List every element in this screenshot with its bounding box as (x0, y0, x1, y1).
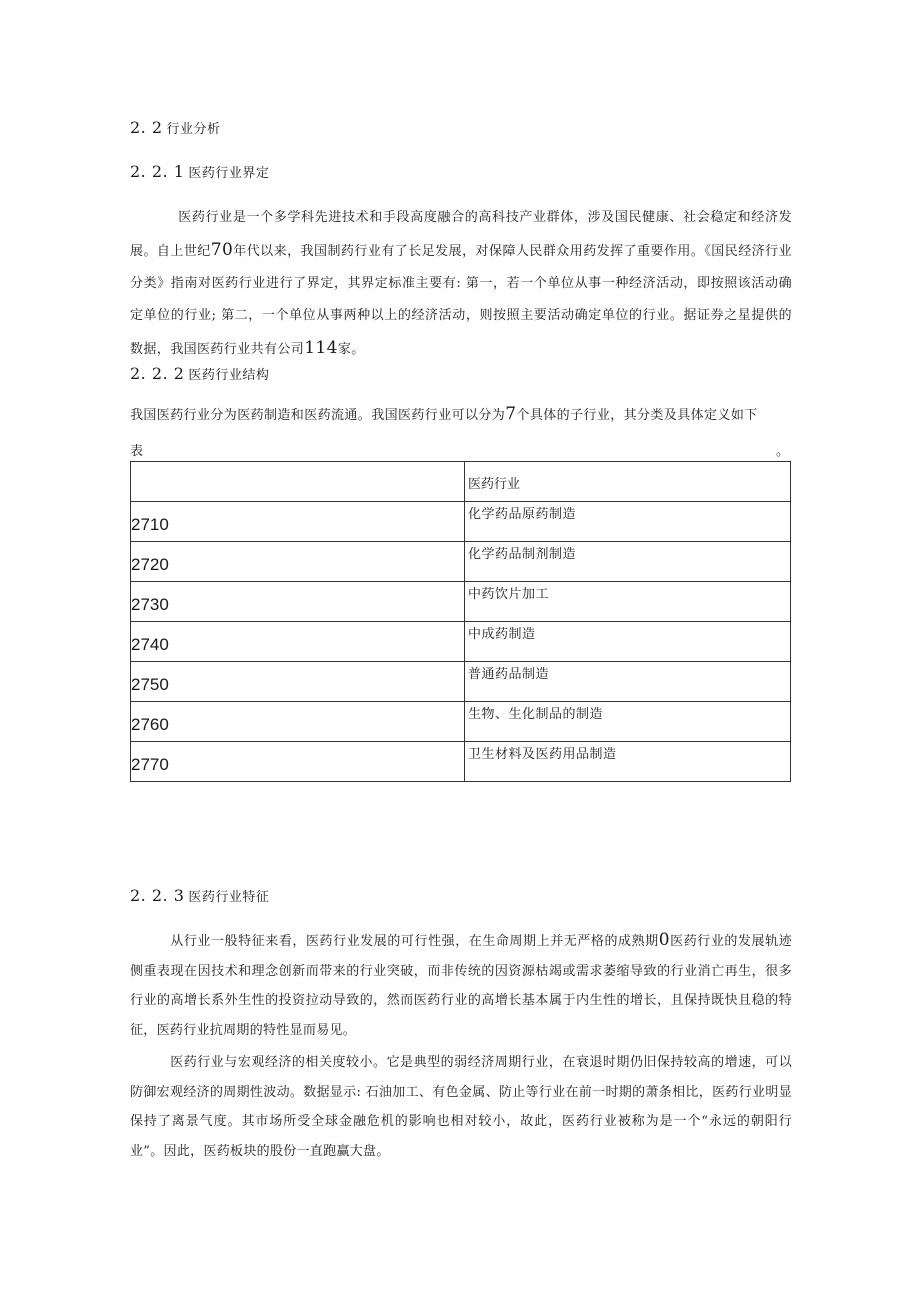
intro-text: 个具体的子行业，其分类及具体定义如下 (516, 408, 758, 423)
paragraph-text: 从行业一般特征来看，医药行业发展的可行性强，在生命周期上并无严格的成熟期 (170, 934, 659, 949)
table-row (131, 622, 791, 662)
industry-name: 普通药品制造 (465, 662, 791, 702)
section-number: 2. 2. 1 (130, 162, 185, 181)
section-title: 医药行业界定 (188, 166, 270, 181)
section-number: 2. 2. 2 (130, 364, 185, 383)
section-heading-2-2 (130, 118, 221, 137)
industry-name: 中药饮片加工 (465, 582, 791, 622)
section-number: 2. 2. 3 (130, 886, 185, 905)
table-row (131, 542, 791, 582)
intro-period: 。 (776, 444, 790, 459)
section-heading-2-2-3 (130, 886, 269, 905)
table-row (131, 502, 791, 542)
industry-code: 2710 (131, 502, 465, 542)
structure-intro (130, 404, 792, 424)
table-row (131, 742, 791, 782)
paragraph-text: 医药行业是一个多学科先进技术和手段高度融合的高科技产业群体，涉及国民健康、社会稳定和经济发展。自上世纪 (130, 210, 792, 259)
intro-text: 我国医药行业分为医药制造和医药流通。我国医药行业可以分为 (130, 408, 506, 423)
section-title: 医药行业结构 (188, 368, 270, 383)
table-header-cell (131, 462, 465, 502)
paragraph-text: 家。 (337, 342, 365, 357)
industry-name: 中成药制造 (465, 622, 791, 662)
section-heading-2-2-1 (130, 162, 269, 181)
section-number: 2. 2 (130, 118, 163, 137)
section-heading-2-2-2 (130, 364, 269, 383)
paragraph-industry-definition (130, 202, 792, 366)
paragraph-macro-correlation (130, 1048, 792, 1166)
paragraph-text: 年代以来，我国制药行业有了长足发展，对保障人民群众用药发挥了重要作用。《国民经济行业分类》指南对医药行业进行了界定，其界定标准主要有: 第一，若一个单位从事一种经济活动，即按照该活动确定单位的行业; 第二，一个单位从事两种以上的经济活动，则按照主要活动确定单位的行业。据证券之星提供的数据，我国医药行业共有公司 (130, 244, 792, 357)
table-header-cell: 医药行业 (465, 462, 791, 502)
industry-code: 2720 (131, 542, 465, 582)
table-header-row (131, 462, 791, 502)
table-row (131, 662, 791, 702)
industry-name: 化学药品原药制造 (465, 502, 791, 542)
intro-text: 表 (130, 444, 144, 459)
paragraph-text: 医药行业与宏观经济的相关度较小。它是典型的弱经济周期行业，在衰退时期仍旧保持较高的增速，可以防御宏观经济的周期性波动。数据显示: 石油加工、有色金属、防止等行业在前一时期的萧条相比，医药行业明显保持了离景气度。其市场所受全球金融危机的影响也相对较小，故此，医药行业被称为是一个“永远的朝阳行业”。因此，医药板块的股份一直跑赢大盘。 (130, 1055, 792, 1159)
industry-code: 2760 (131, 702, 465, 742)
industry-classification-table (130, 461, 791, 782)
table-row (131, 582, 791, 622)
industry-code: 2750 (131, 662, 465, 702)
structure-intro-line2 (130, 440, 792, 459)
section-title: 行业分析 (166, 122, 221, 137)
paragraph-number: 70 (210, 240, 234, 260)
paragraph-number: 0 (658, 930, 670, 950)
table-row (131, 702, 791, 742)
paragraph-industry-features (130, 926, 792, 1045)
industry-code: 2730 (131, 582, 465, 622)
paragraph-text: 医药行业的发展轨迹侧重表现在因技术和理念创新而带来的行业突破，而非传统的因资源枯竭或需求萎缩导致的行业消亡再生，很多行业的高增长系外生性的投资拉动导致的，然而医药行业的高增长基本属于内生性的增长，且保持既快且稳的特征，医药行业抗周期的特性显而易见。 (130, 934, 792, 1038)
section-title: 医药行业特征 (188, 890, 270, 905)
industry-name: 卫生材料及医药用品制造 (465, 742, 791, 782)
industry-name: 化学药品制剂制造 (465, 542, 791, 582)
paragraph-number: 114 (304, 338, 338, 358)
industry-name: 生物、生化制品的制造 (465, 702, 791, 742)
industry-code: 2770 (131, 742, 465, 782)
intro-number: 7 (505, 404, 517, 424)
industry-code: 2740 (131, 622, 465, 662)
